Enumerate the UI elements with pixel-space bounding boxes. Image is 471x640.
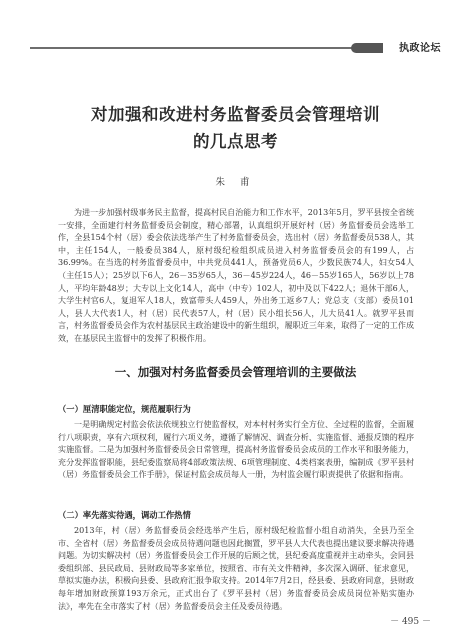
article-title-line-2: 的几点思考 xyxy=(193,132,278,151)
column-tag: 执政论坛 xyxy=(399,43,441,54)
subsection-1-heading: （一）厘清职能定位，规范履职行为 xyxy=(58,404,191,414)
page-number: － 495 － xyxy=(390,617,431,627)
column-header xyxy=(30,30,441,64)
subsection-2-body: 2013年，村（居）务监督委员会经选举产生后，原村级纪检监督小组自动消失，全县乃至全市、全省村（居）务监督委员会成员待遇问题也因此搁置，罗平县人大代表也提出建议要求解决待遇问题。为切实解决村（居）务监督委员会工作开展的后顾之忧，县纪委高度重视并主动牵头，会同县委组织部、县民政局、县财政局等多家单位，按照省、市有关文件精神，多次深入调研、征求意见，草拟实施办法，积极向县委、县政府汇报争取支持。2014年7月2日，经县委、县政府同意，县财政每年增加财政预算193万余元，正式出台了《罗平县村（居）务监督委员会成员岗位补贴实施办法》，率先在全市落实了村（居）务监督委员会主任及委员待遇。 xyxy=(58,526,414,611)
header-rule xyxy=(30,47,383,49)
section-heading: 一、加强对村务监督委员会管理培训的主要做法 xyxy=(114,365,357,379)
article-author: 朱 甫 xyxy=(215,177,256,188)
subsection-2-heading: （二）率先落实待遇，调动工作热情 xyxy=(58,510,191,520)
article-title-line-1: 对加强和改进村务监督委员会管理培训 xyxy=(91,105,380,124)
abstract-paragraph: 为进一步加强村级事务民主监督，提高村民自治能力和工作水平，2013年5月，罗平县按全省统一安排，全面建行村务监督委员会制度，精心部署，认真组织开展好村（居）务监督委员会选举工作，全县154个村（居）委会依法选举产生了村务监督委员会，选出村（居）务监督委员538人，其中，主任154人，一般委员384人，原村级纪检组织成员进入村务监督委员会的有199人，占36.99%。在当选的村务监督委员中，中共党员441人，预备党员6人，少数民族74人，妇女54人（主任15人）；25岁以下6人，26－35岁65人，36－45岁224人，46－55岁165人，56岁以上78人，平均年龄48岁；大专以上文化14人，高中（中专）102人，初中及以下422人；退休干部6人，大学生村官6人，复退军人18人，致富带头人459人，外出务工返乡7人；党总支（支部）委员101人，县人大代表1人，村（居）民代表57人，村（居）民小组长56人，儿大员41人。就罗平县而言，村务监督委员会作为农村基层民主政治建设中的新生组织，履职近三年来，取得了一定的工作成效，在基层民主监督中的发挥了积极作用。 xyxy=(58,208,414,343)
header-ornament xyxy=(351,43,383,53)
subsection-1-body: 一是明确规定村监会依法依规独立行使监督权，对本村村务实行全方位、全过程的监督，全面履行八项职责，享有六项权利，履行六项义务，遵循了解情况、调查分析、实施监督、通报反馈的程序实施监督。二是为加强村务监督委员会日常管理，提高村务监督委员会成员的工作水平和服务能力，充分发挥监督职能，县纪委监察局将4部政策法规、6项管理制度、4类档案表册，编制成《罗平县村（居）务监督委员会工作手册》，保证村监会成员每人一册，为村监会履行职责提供了依据和指南。 xyxy=(58,420,414,480)
